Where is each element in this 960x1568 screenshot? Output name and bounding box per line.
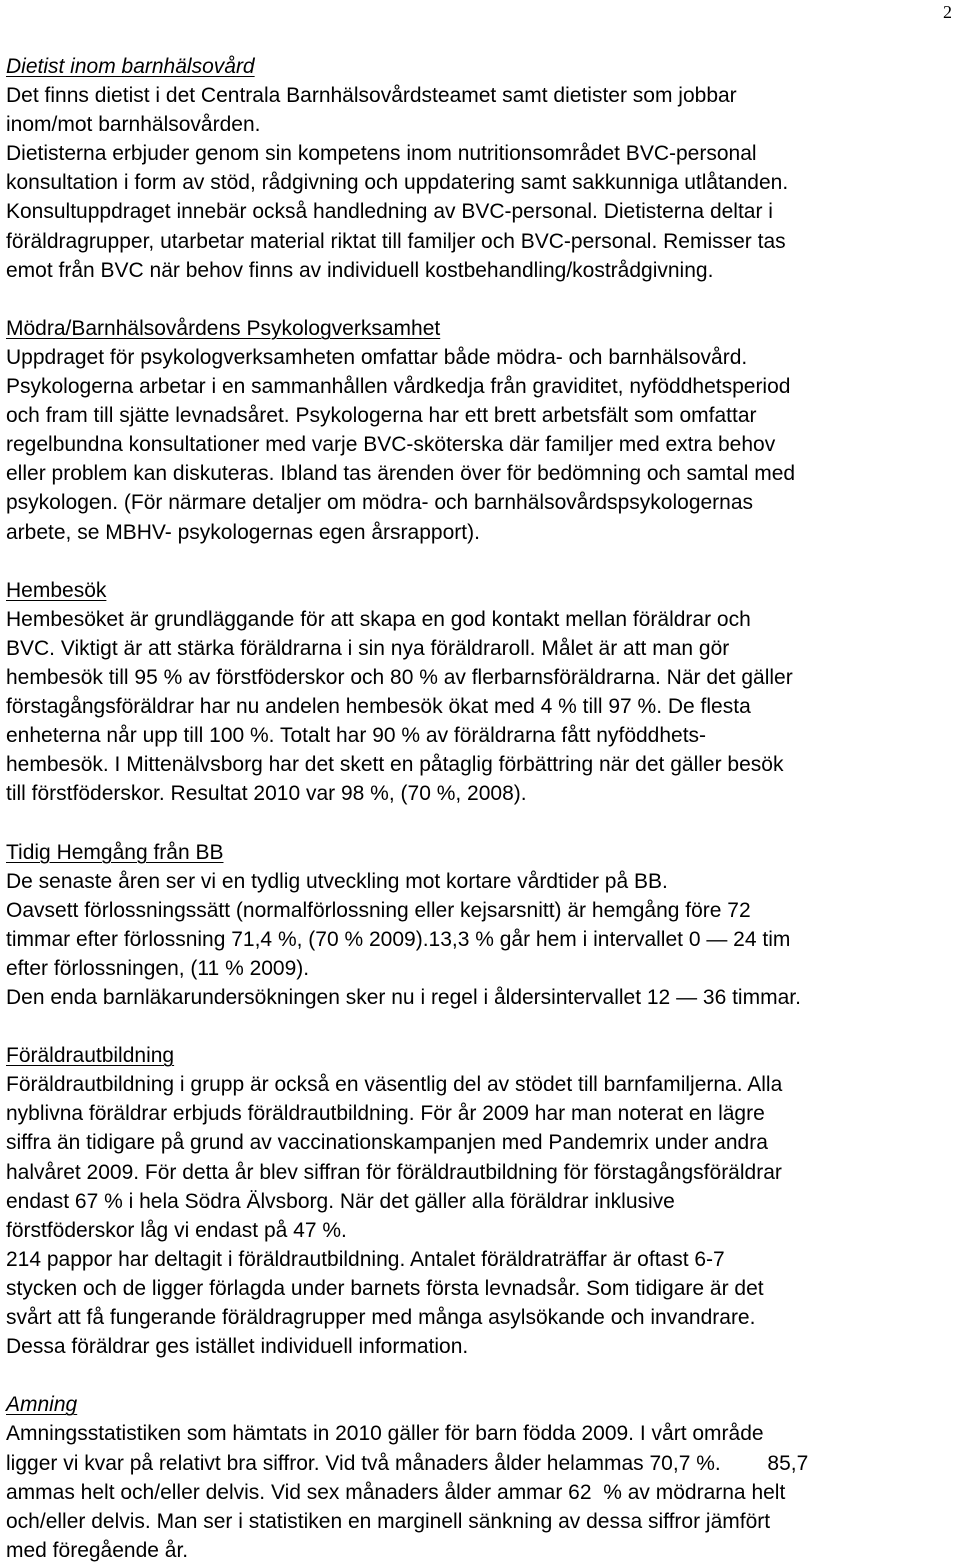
- paragraph-line: psykologen. (För närmare detaljer om mödra- och barnhälsovårdspsykologernas: [6, 491, 754, 515]
- paragraph-line: stycken och de ligger förlagda under barnets första levnadsår. Som tidigare är det: [6, 1276, 764, 1300]
- paragraph-line: inom/mot barnhälsovården.: [6, 113, 261, 137]
- paragraph-line: emot från BVC när behov finns av individuell kostbehandling/kostrådgivning.: [6, 258, 714, 282]
- paragraph-line: 214 pappor har deltagit i föräldrautbildning. Antalet föräldraträffar är oftast 6-7: [6, 1247, 725, 1271]
- paragraph-line: och/eller delvis. Man ser i statistiken en marginell sänkning av dessa siffror jämfört: [6, 1509, 771, 1533]
- paragraph-line: Den enda barnläkarundersökningen sker nu i regel i åldersintervallet 12 — 36 timmar.: [6, 986, 801, 1009]
- paragraph-line: ammas helt och/eller delvis. Vid sex månaders ålder ammar 62 % av mödrarna helt: [6, 1480, 786, 1504]
- section-dietist: [6, 52, 960, 285]
- section-heading: Föräldrautbildning: [6, 1044, 175, 1068]
- paragraph-line: och fram till sjätte levnadsåret. Psykologerna har ett brett arbetsfält som omfattar: [6, 404, 757, 428]
- paragraph-line: konsultation i form av stöd, rådgivning och uppdatering samt sakkunniga utlåtanden.: [6, 171, 789, 195]
- paragraph-line: siffra än tidigare på grund av vaccinationskampanjen med Pandemrix under andra: [6, 1131, 768, 1155]
- section-heading: Mödra/Barnhälsovårdens Psykologverksamhet: [6, 316, 441, 340]
- paragraph-line: Hembesöket är grundläggande för att skapa en god kontakt mellan föräldrar och: [6, 607, 751, 631]
- document-body: [6, 52, 960, 1565]
- paragraph-line: hembesök till 95 % av förstföderskor och 80 % av flerbarnsföräldrarna. När det gäller: [6, 665, 793, 689]
- spacer: [6, 808, 960, 837]
- section-heading: Hembesök: [6, 578, 107, 602]
- paragraph-line: Uppdraget för psykologverksamheten omfattar både mödra- och barnhälsovård.: [6, 345, 748, 369]
- paragraph-line: timmar efter förlossning 71,4 %, (70 % 2009).13,3 % går hem i intervallet 0 — 24 tim: [6, 927, 791, 951]
- section-psykologverksamhet: [6, 314, 960, 547]
- paragraph-line: Oavsett förlossningssätt (normalförlossning eller kejsarsnitt) är hemgång före 72: [6, 898, 751, 922]
- paragraph-line: Det finns dietist i det Centrala Barnhälsovårdsteamet samt dietister som jobbar: [6, 84, 737, 108]
- section-heading: Amning: [6, 1393, 78, 1417]
- paragraph-line: enheterna når upp till 100 %. Totalt har 90 % av föräldrarna fått nyföddhets-: [6, 724, 707, 748]
- section-heading: Tidig Hemgång från BB: [6, 840, 224, 864]
- spacer: [6, 547, 960, 576]
- paragraph-line: Amningsstatistiken som hämtats in 2010 gäller för barn födda 2009. I vårt område: [6, 1422, 764, 1446]
- paragraph-line: efter förlossningen, (11 % 2009).: [6, 956, 310, 980]
- section-tidig-hemgang: [6, 838, 960, 1013]
- paragraph-line: till förstföderskor. Resultat 2010 var 98 %, (70 %, 2008).: [6, 782, 527, 806]
- paragraph-line: nyblivna föräldrar erbjuds föräldrautbildning. För år 2009 har man noterat en lägre: [6, 1102, 765, 1126]
- paragraph-line: Konsultuppdraget innebär också handledning av BVC-personal. Dietisterna deltar i: [6, 200, 773, 224]
- section-hembesok: [6, 576, 960, 809]
- spacer: [6, 1012, 960, 1041]
- section-heading: Dietist inom barnhälsovård: [6, 55, 255, 78]
- spacer: [6, 285, 960, 314]
- paragraph-line: BVC. Viktigt är att stärka föräldrarna i sin nya föräldraroll. Målet är att man gör: [6, 636, 730, 660]
- paragraph-line: endast 67 % i hela Södra Älvsborg. När det gäller alla föräldrar inklusive: [6, 1189, 675, 1213]
- paragraph-line: eller problem kan diskuteras. Ibland tas ärenden över för bedömning och samtal med: [6, 462, 796, 486]
- spacer: [6, 1361, 960, 1390]
- paragraph-line: hembesök. I Mittenälvsborg har det skett en påtaglig förbättring när det gäller besök: [6, 753, 784, 777]
- paragraph-line: Dessa föräldrar ges istället individuell information.: [6, 1335, 469, 1359]
- paragraph-line: Psykologerna arbetar i en sammanhållen vårdkedja från graviditet, nyföddhetsperiod: [6, 375, 791, 399]
- paragraph-line: ligger vi kvar på relativt bra siffror. Vid två månaders ålder helammas 70,7 %. 85,7: [6, 1451, 809, 1475]
- paragraph-line: Dietisterna erbjuder genom sin kompetens inom nutritionsområdet BVC-personal: [6, 142, 757, 166]
- paragraph-line: föräldragrupper, utarbetar material riktat till familjer och BVC-personal. Remisser tas: [6, 229, 786, 253]
- page-number: 2: [943, 2, 952, 22]
- section-amning: [6, 1390, 960, 1565]
- paragraph-line: De senaste åren ser vi en tydlig utveckling mot kortare vårdtider på BB.: [6, 869, 668, 893]
- paragraph-line: med föregående år.: [6, 1538, 189, 1562]
- paragraph-line: halvåret 2009. För detta år blev siffran för föräldrautbildning för förstagångsföräldrar: [6, 1160, 782, 1184]
- paragraph-line: svårt att få fungerande föräldragrupper med många asylsökande och invandrare.: [6, 1306, 756, 1330]
- paragraph-line: förstagångsföräldrar har nu andelen hembesök ökat med 4 % till 97 %. De flesta: [6, 695, 751, 719]
- paragraph-line: arbete, se MBHV- psykologernas egen årsrapport).: [6, 520, 480, 544]
- section-foraldrautbildning: [6, 1041, 960, 1361]
- paragraph-line: förstföderskor låg vi endast på 47 %.: [6, 1218, 347, 1242]
- paragraph-line: regelbundna konsultationer med varje BVC-sköterska där familjer med extra behov: [6, 433, 776, 457]
- paragraph-line: Föräldrautbildning i grupp är också en väsentlig del av stödet till barnfamiljerna. Alla: [6, 1073, 783, 1097]
